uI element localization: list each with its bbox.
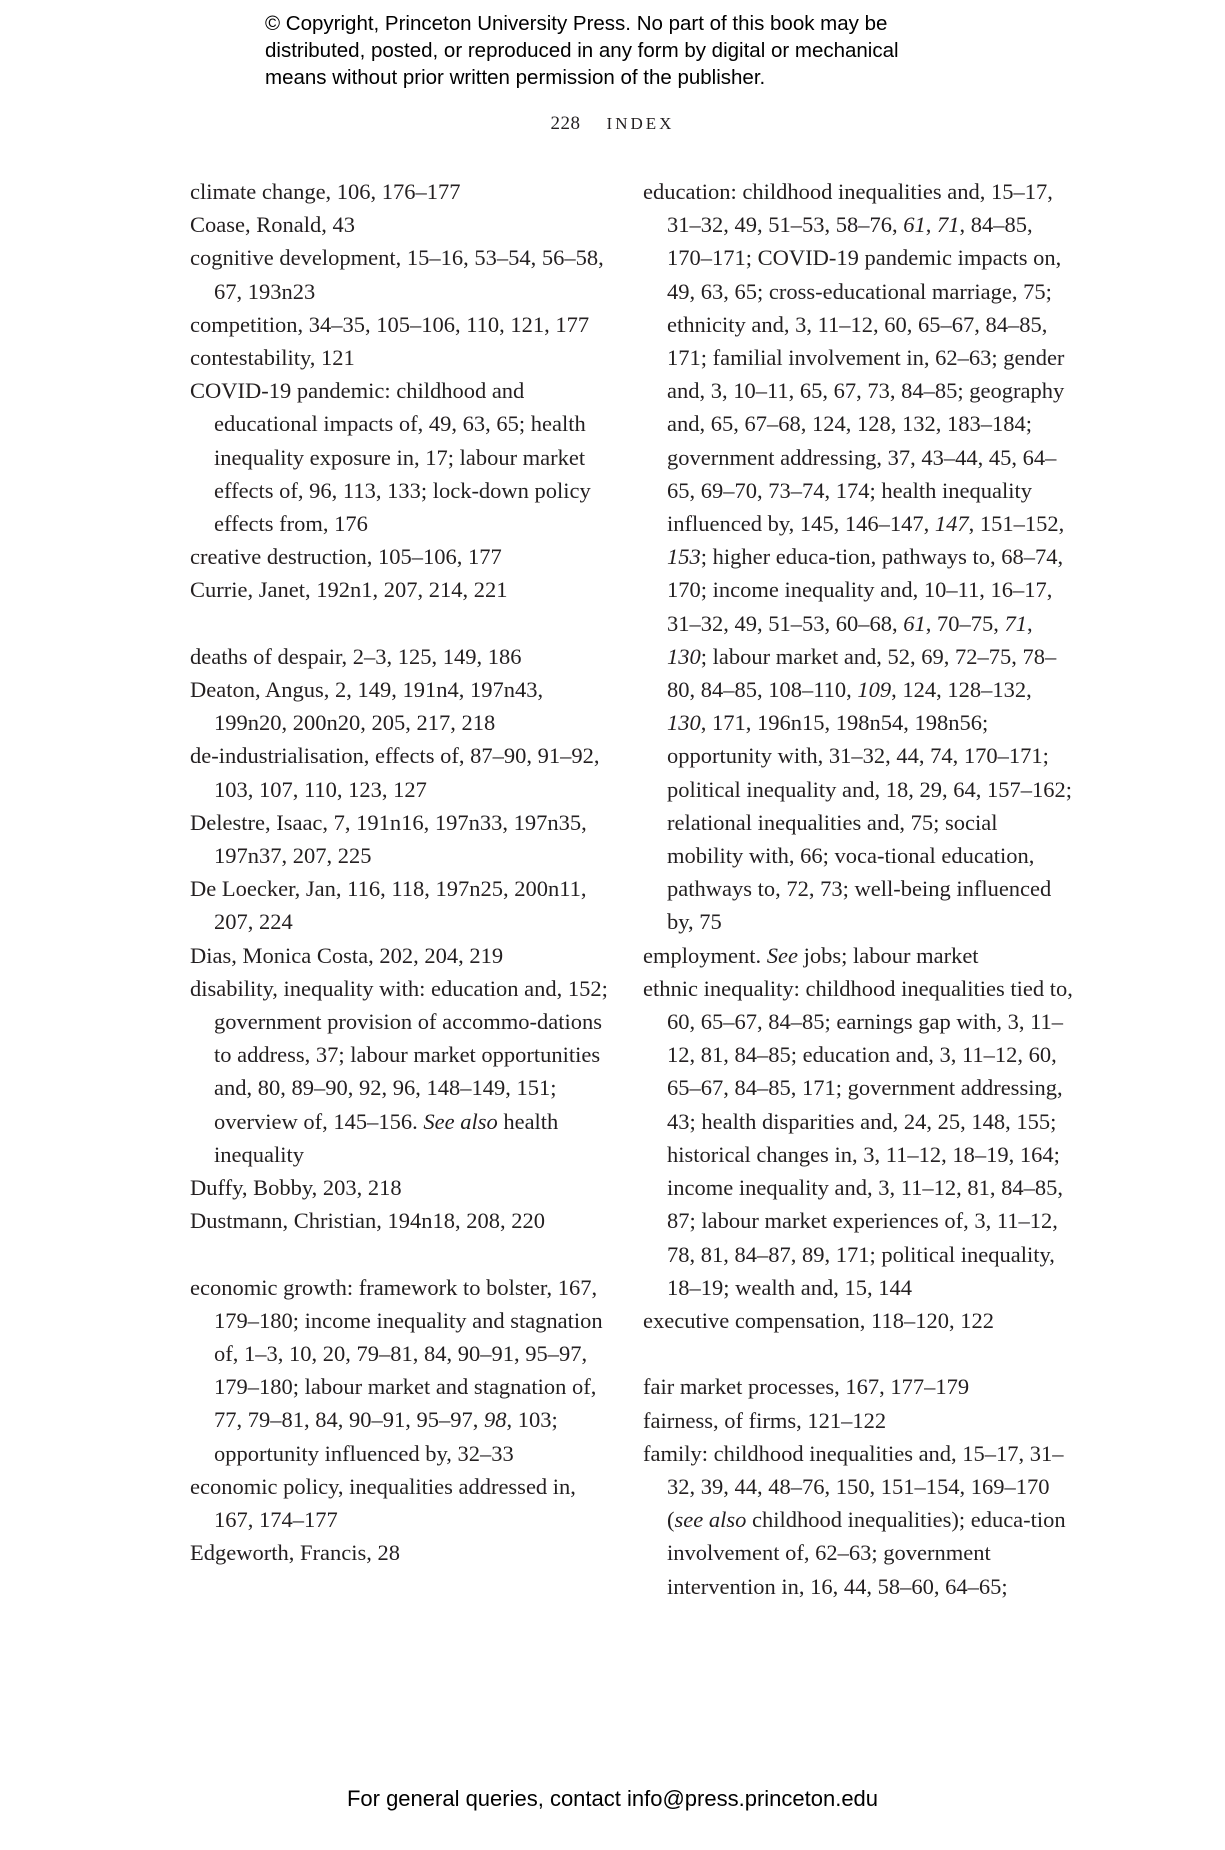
copyright-line: © Copyright, Princeton University Press. No part of this book may be — [265, 12, 888, 35]
index-entry: COVID-19 pandemic: childhood and educational impacts of, 49, 63, 65; health inequality exposure in, 17; labour market effects of, 96, 113, 133; lock-down policy effects from, 176 — [190, 378, 591, 537]
entry-text: economic growth: framework to bolster, 167, 179–180; income inequality and stagnation of, 1–3, 10, 20, 79–81, 84, 90–91, 95–97, 179–180; labour market and stagnation of, 77, 79–81, 84, 90–91, 95–97, — [190, 1274, 603, 1433]
italic-page-ref: 130 — [667, 710, 701, 736]
italic-page-ref: 71 — [937, 212, 960, 238]
index-entry: executive compensation, 118–120, 122 — [643, 1307, 994, 1333]
entry-text: health inequality — [214, 1108, 559, 1167]
index-entry: de-industrialisation, effects of, 87–90, 91–92, 103, 107, 110, 123, 127 — [190, 743, 600, 802]
section-title: INDEX — [606, 114, 675, 133]
index-entry — [190, 972, 610, 1171]
entry-text: , 84–85, 170–171; COVID-19 pandemic impacts on, 49, 63, 65; cross-educational marriage, 75; ethnicity and, 3, 11–12, 60, 65–67, 84–85, 171; familial involvement in, 62–63; gender and, 3, 10–11, 65, 67, 73, 84–85; geography and, 65, 67–68, 124, 128, 132, 183–184; government addressing, 37, 43–44, 45, 64–65, 69–70, 73–74, 174; health inequality influenced by, 145, 146–147, — [667, 212, 1065, 537]
running-head — [0, 113, 1225, 135]
letter-group-gap — [190, 1237, 610, 1270]
cross-reference: see also — [674, 1507, 747, 1533]
index-entry: De Loecker, Jan, 116, 118, 197n25, 200n11, 207, 224 — [190, 876, 587, 935]
letter-group-gap — [643, 1337, 1073, 1370]
index-entry: Deaton, Angus, 2, 149, 191n4, 197n43, 199n20, 200n20, 205, 217, 218 — [190, 677, 544, 736]
italic-page-ref: 153 — [667, 544, 701, 570]
index-entry: Dias, Monica Costa, 202, 204, 219 — [190, 942, 504, 968]
page-number: 228 — [550, 113, 581, 134]
italic-page-ref: 109 — [857, 677, 892, 703]
index-entry — [643, 939, 1073, 972]
index-entry: Dustmann, Christian, 194n18, 208, 220 — [190, 1208, 545, 1234]
entry-text: ; higher educa-tion, pathways to, 68–74, 170; income inequality and, 10–11, 16–17, 31–32, 49, 51–53, 60–68, — [667, 544, 1064, 636]
copyright-line: distributed, posted, or reproduced in any form by digital or mechanical — [265, 39, 899, 62]
italic-page-ref: 71 — [1004, 610, 1027, 636]
entry-text: ; labour market and, 52, 69, 72–75, 78–80, 84–85, 108–110, — [667, 643, 1057, 703]
entry-text: family: childhood inequalities and, 15–17, 31–32, 39, 44, 48–76, 150, 151–154, 169–170 ( — [643, 1440, 1064, 1533]
index-column-right — [643, 175, 1073, 1603]
entry-text: , 70–75, — [925, 610, 1005, 636]
letter-group-gap — [190, 607, 610, 640]
index-entry: fair market processes, 167, 177–179 — [643, 1374, 970, 1400]
entry-text: , 124, 128–132, — [891, 677, 1032, 703]
index-entry: ethnic inequality: childhood inequalities tied to, 60, 65–67, 84–85; earnings gap with, 3, 11–12, 81, 84–85; education and, 3, 11–12, 60, 65–67, 84–85, 171; government addressing, 43; health disparities and, 24, 25, 148, 155; historical changes in, 3, 11–12, 18–19, 164; income inequality and, 3, 11–12, 81, 84–85, 87; labour market experiences of, 3, 11–12, 78, 81, 84–87, 89, 171; political inequality, 18–19; wealth and, 15, 144 — [643, 975, 1073, 1300]
footer-contact: For general queries, contact info@press.princeton.edu — [346, 1786, 879, 1811]
entry-text: education: childhood inequalities and, 15–17, 31–32, 49, 51–53, 58–76, — [643, 179, 1053, 238]
entry-text: jobs; labour market — [797, 942, 979, 968]
index-entry: competition, 34–35, 105–106, 110, 121, 177 — [190, 311, 590, 337]
index-entry: deaths of despair, 2–3, 125, 149, 186 — [190, 643, 522, 669]
index-entry — [643, 1437, 1073, 1603]
italic-page-ref: 61 — [903, 610, 926, 636]
index-entry: Duffy, Bobby, 203, 218 — [190, 1175, 402, 1201]
italic-page-ref: 98 — [484, 1407, 507, 1433]
copyright-notice — [265, 10, 1025, 91]
italic-page-ref: 61 — [903, 212, 926, 238]
index-entry: fairness, of firms, 121–122 — [643, 1407, 887, 1433]
index-entry — [190, 1271, 610, 1470]
index-entry: Delestre, Isaac, 7, 191n16, 197n33, 197n35, 197n37, 207, 225 — [190, 809, 587, 869]
entry-text: , 151–152, — [968, 511, 1065, 537]
index-column-left — [190, 175, 610, 1570]
copyright-line: means without prior written permission of the publisher. — [265, 66, 766, 89]
cross-reference: See also — [423, 1108, 498, 1134]
entry-text: childhood inequalities); educa-tion involvement of, 62–63; government intervention in, 16, 44, 58–60, 64–65; — [667, 1507, 1066, 1599]
entry-text: disability, inequality with: education and, 152; government provision of accommo-dations to address, 37; labour market opportunities and, 80, 89–90, 92, 96, 148–149, 151; overview of, 145–156. — [190, 975, 608, 1134]
entry-text: , — [1027, 610, 1033, 636]
entry-text: , 171, 196n15, 198n54, 198n56; opportunity with, 31–32, 44, 74, 170–171; political inequality and, 18, 29, 64, 157–162; relational inequalities and, 75; social mobility with, 66; voca-tional education, pathways to, 72, 73; well-being influenced by, 75 — [667, 710, 1072, 935]
index-entry: contestability, 121 — [190, 345, 355, 371]
index-entry: Edgeworth, Francis, 28 — [190, 1540, 400, 1566]
italic-page-ref: 130 — [667, 643, 701, 669]
entry-text: , 103; opportunity influenced by, 32–33 — [214, 1407, 558, 1466]
index-entry: cognitive development, 15–16, 53–54, 56–58, 67, 193n23 — [190, 245, 604, 304]
entry-text: , — [925, 212, 937, 238]
index-entry: Coase, Ronald, 43 — [190, 212, 355, 238]
index-entry: climate change, 106, 176–177 — [190, 179, 461, 204]
cross-reference: See — [766, 942, 798, 968]
index-entry — [643, 175, 1073, 939]
index-entry: creative destruction, 105–106, 177 — [190, 544, 502, 570]
index-entry: Currie, Janet, 192n1, 207, 214, 221 — [190, 577, 508, 603]
entry-text: employment. — [643, 942, 767, 968]
italic-page-ref: 147 — [934, 511, 969, 537]
index-entry: economic policy, inequalities addressed in, 167, 174–177 — [190, 1473, 576, 1533]
